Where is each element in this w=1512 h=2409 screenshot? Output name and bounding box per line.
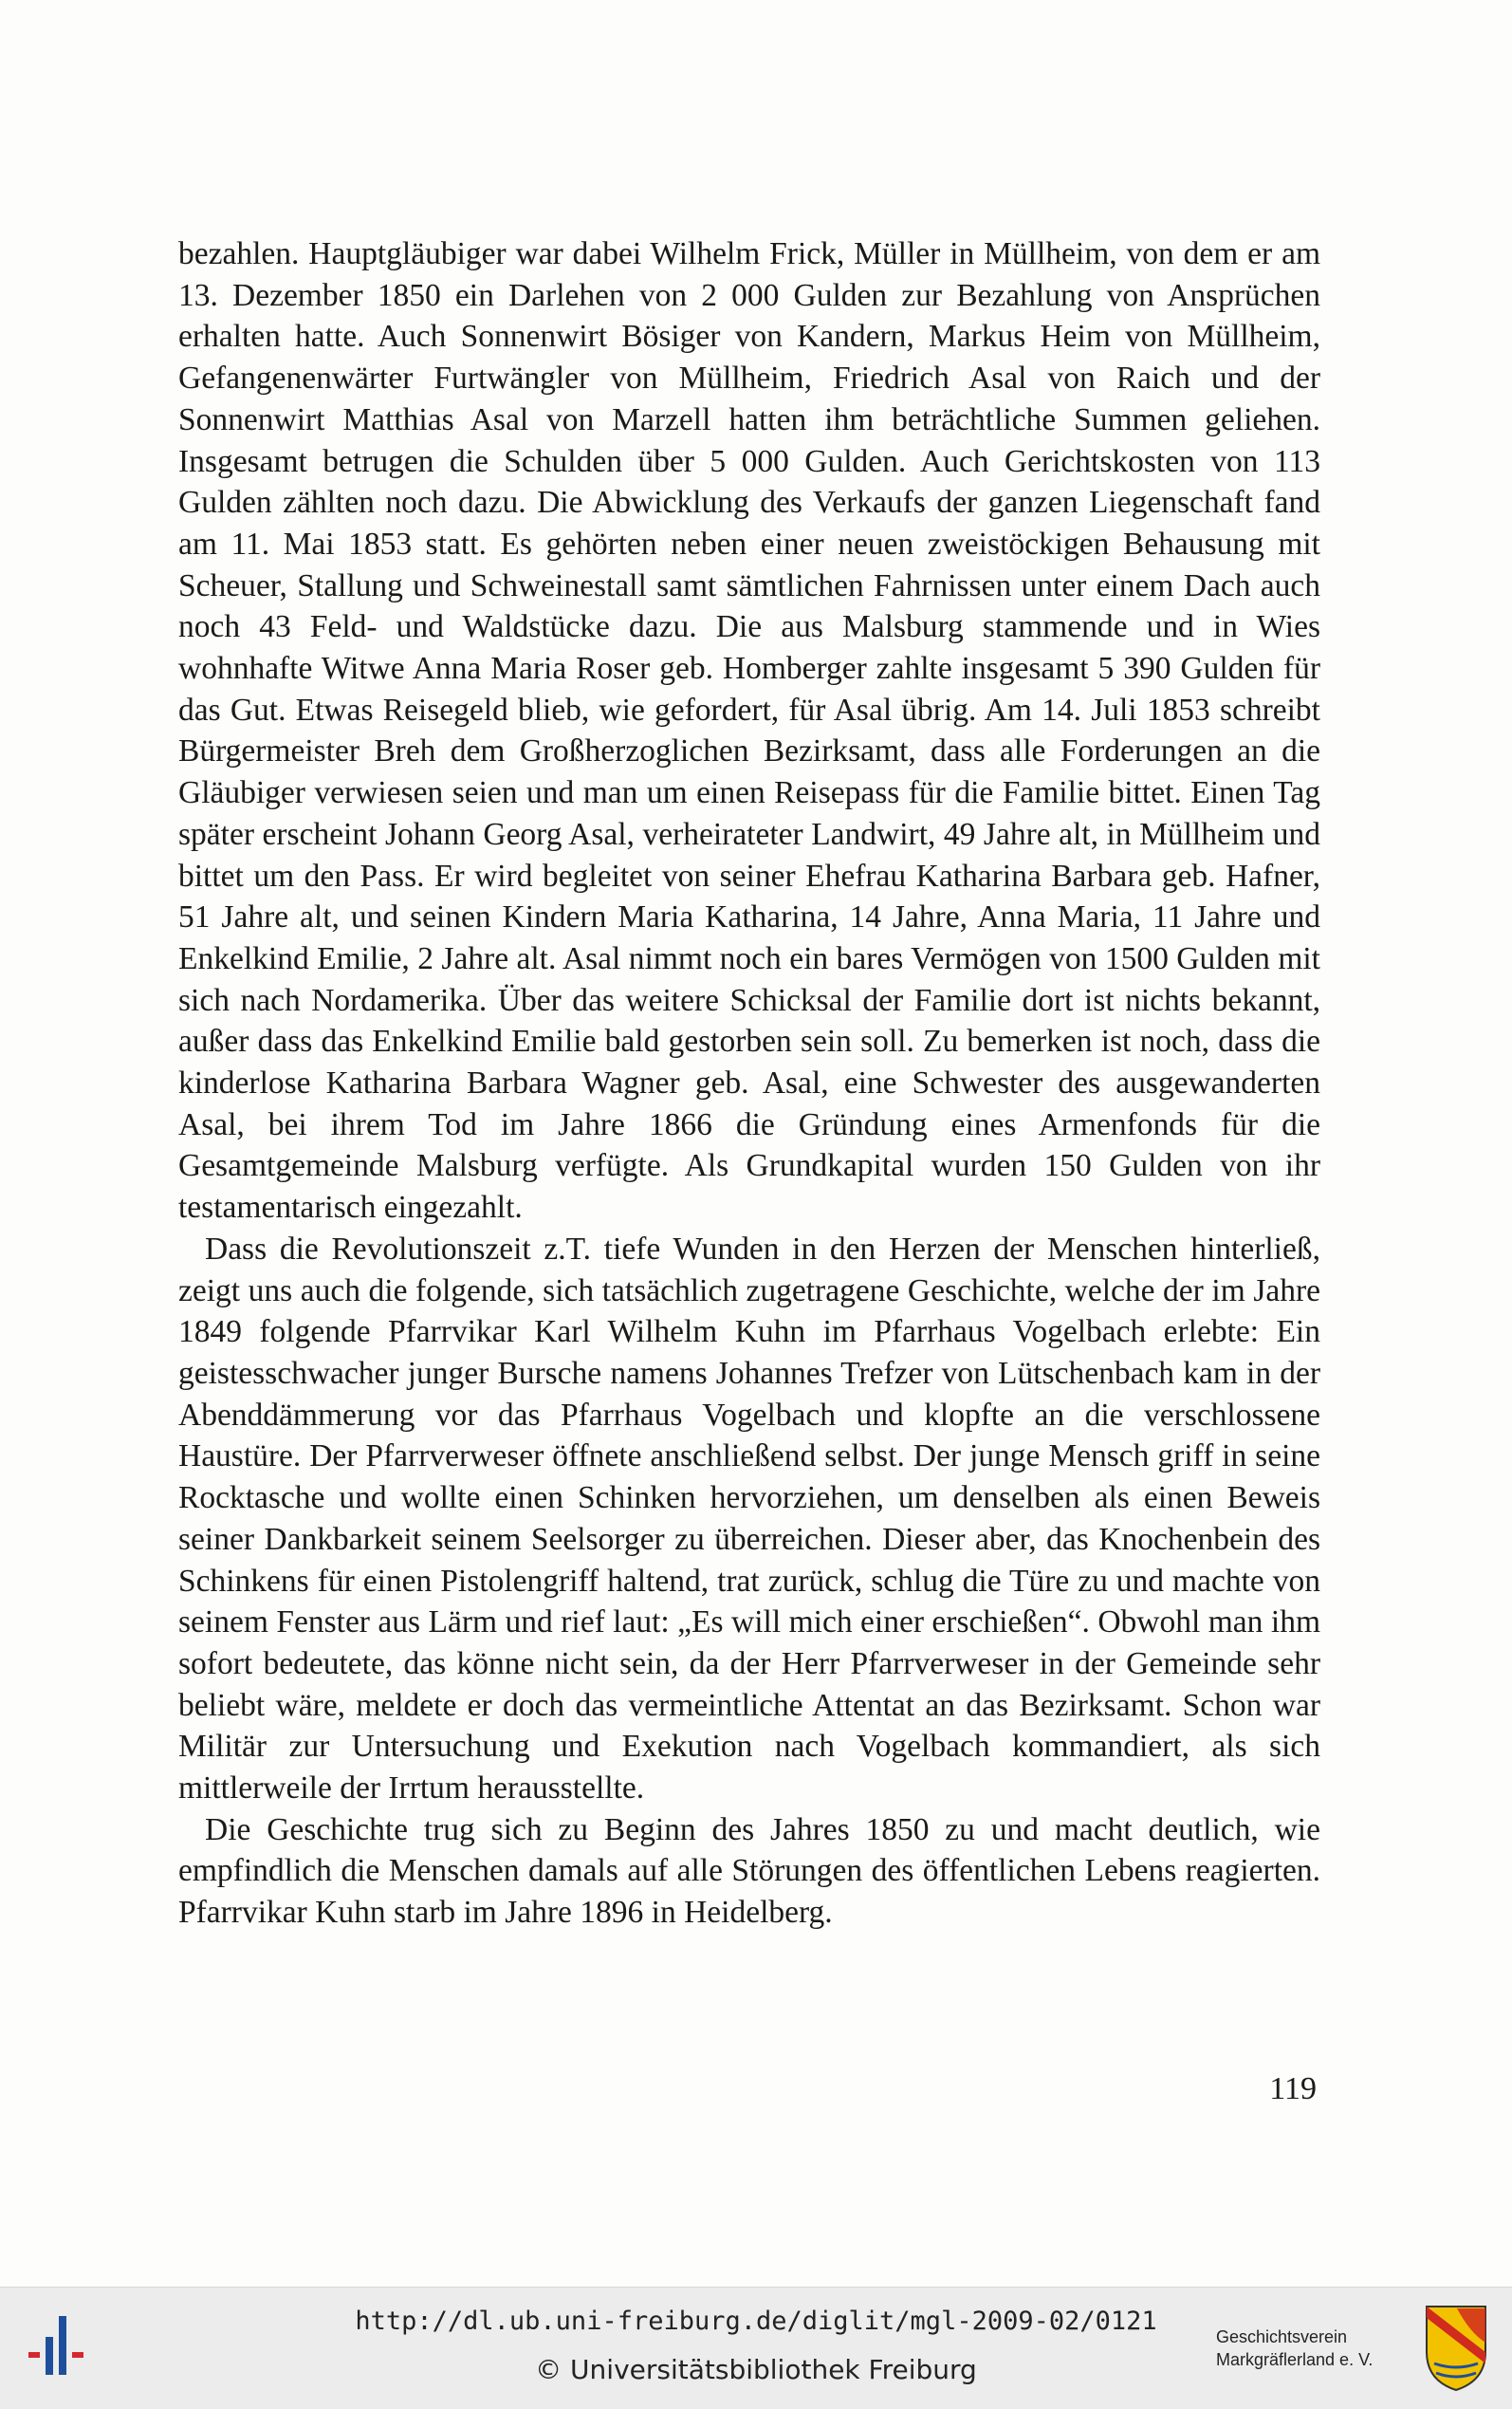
page-number: 119 — [1269, 2071, 1317, 2106]
paragraph-2: Dass die Revolutionszeit z.T. tiefe Wunden in den Herzen der Menschen hinterließ, zeigt uns auch die folgende, sich tatsächlich zugetragene Geschichte, welche der im Jahre 1849 folgende Pfarrvikar Karl Wilhelm Kuhn im Pfarrhaus Vogelbach erlebte: Ein geistesschwacher junger Bursche namens Johannes Trefzer von Lütschenbach kam in der Abenddämmerung vor das Pfarrhaus Vogelbach und klopfte an die verschlossene Haustüre. Der Pfarrverweser öffnete anschließend selbst. Der junge Mensch griff in seine Rocktasche und wollte einen Schinken hervorziehen, um denselben als einen Beweis seiner Dankbarkeit seinem Seelsorger zu überreichen. Dieser aber, das Knochenbein des Schinkens für einen Pistolengriff haltend, trat zurück, schlug die Türe zu und machte von seinem Fenster aus Lärm und rief laut: „Es will mich einer erschießen“. Obwohl man ihm sofort bedeutete, das könne nicht sein, da der Herr Pfarrverweser in der Gemeinde sehr beliebt wäre, meldete er doch das vermeintliche Attentat an das Bezirksamt. Schon war Militär zur Untersuchung und Exekution nach Vogelbach kommandiert, als sich mittlerweile der Irrtum herausstellte. — [178, 1231, 1320, 1807]
society-crest-icon — [1425, 2305, 1487, 2392]
society-line-1: Geschichtsverein — [1216, 2327, 1348, 2346]
body-text — [178, 233, 1320, 1934]
paragraph-1: bezahlen. Hauptgläubiger war dabei Wilhelm Frick, Müller in Müllheim, von dem er am 13. Dezember 1850 ein Darlehen von 2 000 Gulden zur Bezahlung von Ansprüchen erhalten hatte. Auch Sonnenwirt Bösiger von Kandern, Markus Heim von Müllheim, Gefangenenwärter Furtwängler von Müllheim, Friedrich Asal von Raich und der Sonnenwirt Matthias Asal von Marzell hatten ihm beträchtliche Summen geliehen. Insgesamt betrugen die Schulden über 5 000 Gulden. Auch Gerichtskosten von 113 Gulden zählten noch dazu. Die Abwicklung des Verkaufs der ganzen Liegenschaft fand am 11. Mai 1853 statt. Es gehörten neben einer neuen zweistöckigen Behausung mit Scheuer, Stallung und Schweinestall samt sämtlichen Fahrnissen unter einem Dach auch noch 43 Feld- und Waldstücke dazu. Die aus Malsburg stammende und in Wies wohnhafte Witwe Anna Maria Roser geb. Homberger zahlte insgesamt 5 390 Gulden für das Gut. Etwas Reisegeld blieb, wie gefordert, für Asal übrig. Am 14. Juli 1853 schreibt Bürgermeister Breh dem Großherzoglichen Bezirksamt, dass alle Forderungen an die Gläubiger verwiesen seien und man um einen Reisepass für die Familie bittet. Einen Tag später erscheint Johann Georg Asal, verheirateter Landwirt, 49 Jahre alt, in Müllheim und bittet um den Pass. Er wird begleitet von seiner Ehefrau Katharina Barbara geb. Hafner, 51 Jahre alt, und seinen Kindern Maria Katharina, 14 Jahre, Anna Maria, 11 Jahre und Enkelkind Emilie, 2 Jahre alt. Asal nimmt noch ein bares Vermögen von 1500 Gulden mit sich nach Nordamerika. Über das weitere Schicksal der Familie dort ist nichts bekannt, außer dass das Enkelkind Emilie bald gestorben sein soll. Zu bemerken ist noch, dass die kinderlose Katharina Barbara Wagner geb. Asal, eine Schwester des ausgewanderten Asal, bei ihrem Tod im Jahre 1866 die Gründung eines Armenfonds für die Gesamtgemeinde Malsburg verfügte. Als Grundkapital wurden 150 Gulden von ihr testamentarisch eingezahlt. — [178, 236, 1320, 1226]
footer-url-link[interactable]: http://dl.ub.uni-freiburg.de/diglit/mgl-2009-02/0121 — [355, 2307, 1157, 2336]
society-name — [1216, 2326, 1373, 2371]
footer-bar — [0, 2287, 1512, 2409]
society-line-2: Markgräflerland e. V. — [1216, 2350, 1374, 2369]
paragraph-3: Die Geschichte trug sich zu Beginn des Jahres 1850 zu und macht deutlich, wie empfindlich die Menschen damals auf alle Störungen des öffentlichen Lebens reagierten. Pfarrvikar Kuhn starb im Jahre 1896 in Heidelberg. — [178, 1811, 1320, 1931]
footer-copyright: © Universitätsbibliothek Freiburg — [535, 2354, 977, 2385]
